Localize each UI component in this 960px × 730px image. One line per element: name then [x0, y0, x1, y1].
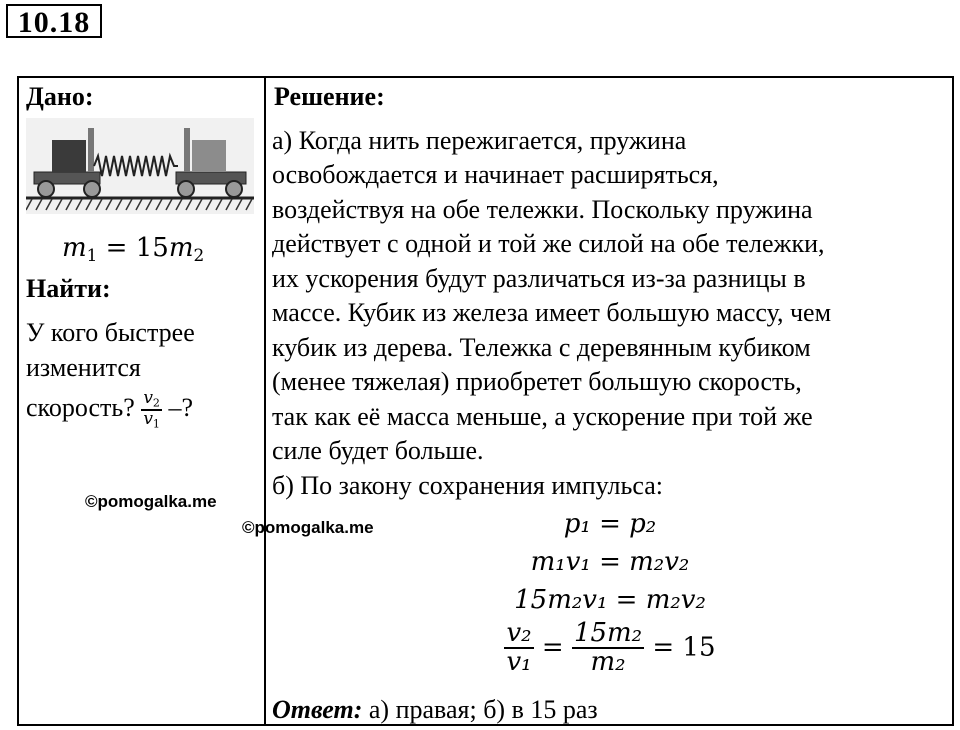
- find-line-1: У кого быстрее: [26, 318, 195, 347]
- solution-line-2: освобождается и начинает расширяться,: [272, 160, 719, 189]
- solution-line-7: кубик из дерева. Тележка с деревянным кубиком: [272, 333, 811, 362]
- solution-line-5: их ускорения будут различаться из-за разницы в: [272, 264, 806, 293]
- solution-line-1: а) Когда нить пережигается, пружина: [272, 126, 687, 155]
- given-title: Дано:: [26, 82, 94, 111]
- eq4-left-fraction: $\frac{\text{v₂}}{\text{v₁}}$: [506, 618, 532, 678]
- equation-4: $\frac{\text{v₂}}{\text{v₁}}$ = $\frac{\text{15m₂}}{\text{m₂}}$ = 15: [506, 618, 716, 678]
- find-line-3: скорость? $\frac{v_2}{v_1}$ –?: [26, 388, 193, 431]
- solution-line-3: воздействуя на обе тележки. Поскольку пружина: [272, 195, 813, 224]
- given-formula: $m_1 = 15m_2$: [62, 233, 205, 266]
- watermark-1: ©pomogalka.me: [85, 492, 217, 511]
- find-line-2: изменится: [26, 353, 141, 382]
- solution-line-11: б) По закону сохранения импульса:: [272, 471, 663, 500]
- watermark-2: ©pomogalka.me: [242, 518, 374, 537]
- equation-2: m₁v₁ = m₂v₂: [530, 547, 690, 577]
- solution-line-9: так как её масса меньше, а ускорение при той же: [272, 402, 813, 431]
- carts-spring-illustration: [26, 118, 254, 214]
- find-title: Найти:: [26, 274, 111, 303]
- answer: Ответ: а) правая; б) в 15 раз: [272, 695, 598, 724]
- equation-1: p₁ = p₂: [563, 509, 657, 539]
- solution-title: Решение:: [274, 82, 385, 111]
- equation-3: 15m₂v₁ = m₂v₂: [514, 585, 706, 615]
- solution-line-8: (менее тяжелая) приобретет большую скорость,: [272, 367, 802, 396]
- solution-line-10: силе будет больше.: [272, 436, 484, 465]
- eq4-right-fraction: $\frac{\text{15m₂}}{\text{m₂}}$: [573, 618, 643, 678]
- solution-line-4: действует с одной и той же силой на обе тележки,: [272, 229, 825, 258]
- problem-number: 10.18: [6, 4, 102, 38]
- solution-line-6: массе. Кубик из железа имеет большую массу, чем: [272, 298, 832, 327]
- find-fraction: $\frac{v_2}{v_1}$: [143, 388, 160, 431]
